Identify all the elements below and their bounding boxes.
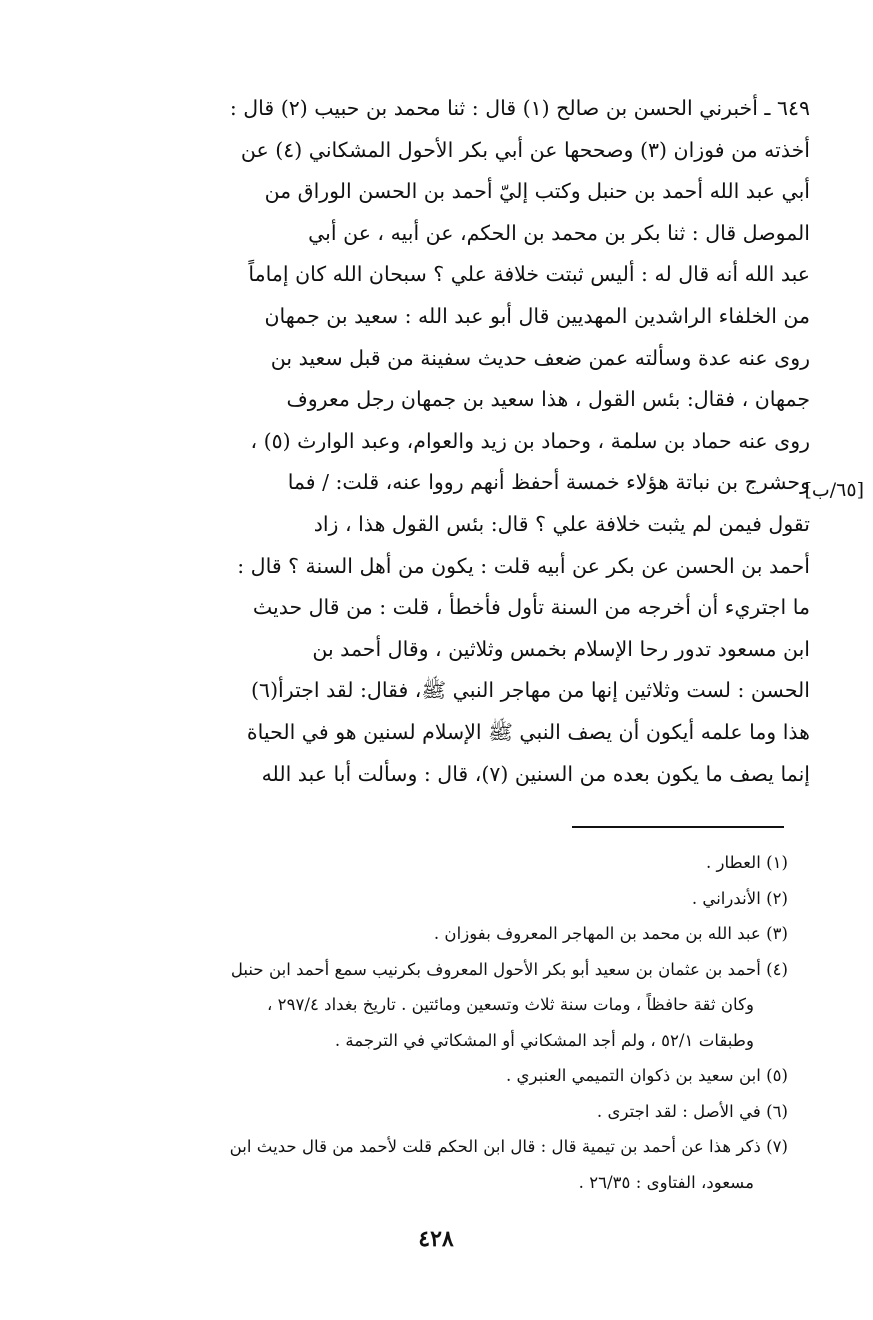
footnote-line: (٤) أحمد بن عثمان بن سعيد أبو بكر الأحول المعروف بكرنيب سمع أحمد ابن حنبل	[230, 959, 788, 979]
text-line: أخذته من فوزان (٣) وصححها عن أبي بكر الأحول المشكاني (٤) عن	[240, 137, 810, 162]
text-line: عبد الله أنه قال له : أليس ثبتت خلافة علي ؟ سبحان الله كان إماماً	[248, 262, 810, 287]
footnote-item	[98, 845, 788, 881]
text-line: هذا وما علمه أيكون أن يصف النبي ﷺ الإسلام لسنين هو في الحياة	[246, 719, 810, 744]
text-line: ٦٤٩ ـ أخبرني الحسن بن صالح (١) قال : ثنا محمد بن حبيب (٢) قال :	[229, 96, 810, 120]
text-line: الحسن : لست وثلاثين إنها من مهاجر النبي ﷺ، فقال: لقد اجترأ(٦)	[251, 678, 810, 703]
footnote-line: (٢) الأندراني .	[691, 888, 788, 908]
footnote-item	[98, 916, 788, 952]
footnote-item	[98, 1058, 788, 1094]
footnote-item	[98, 1129, 788, 1200]
footnotes-block	[98, 845, 788, 1200]
footnote-separator	[572, 826, 784, 828]
text-line: روى عنه حماد بن سلمة ، وحماد بن زيد والعوام، وعبد الوارث (٥) ،	[250, 428, 810, 453]
footnote-line: (٦) في الأصل : لقد اجترى .	[596, 1101, 788, 1121]
footnote-line: (١) العطار .	[705, 853, 788, 872]
footnote-line: (٧) ذكر هذا عن أحمد بن تيمية قال : قال ابن الحكم قلت لأحمد من قال حديث ابن	[229, 1137, 788, 1156]
text-line: ابن مسعود تدور رحا الإسلام بخمس وثلاثين ، وقال أحمد بن	[312, 636, 810, 661]
page-number: ٤٢٨	[418, 1226, 454, 1252]
footnote-line: وطبقات ٥٢/١ ، ولم أجد المشكاني أو المشكاتي في الترجمة .	[334, 1030, 754, 1050]
text-line: تقول فيمن لم يثبت خلافة علي ؟ قال: بئس القول هذا ، زاد	[313, 511, 810, 536]
main-text-block	[96, 88, 810, 795]
text-line: الموصل قال : ثنا بكر بن محمد بن الحكم، عن أبيه ، عن أبي	[308, 220, 810, 245]
text-line: أحمد بن الحسن عن بكر عن أبيه قلت : يكون من أهل السنة ؟ قال :	[237, 553, 810, 578]
text-line: إنما يصف ما يكون بعده من السنين (٧)، قال : وسألت أبا عبد الله	[261, 761, 810, 786]
text-line: أبي عبد الله أحمد بن حنبل وكتب إليّ أحمد بن الحسن الوراق من	[264, 179, 810, 204]
text-line: ما اجتريء أن أخرجه من السنة تأول فأخطأ ، قلت : من قال حديث	[252, 595, 810, 620]
footnote-item	[98, 952, 788, 1059]
footnote-line: وكان ثقة حافظاً ، ومات سنة ثلاث وتسعين ومائتين . تاريخ بغداد ٢٩٧/٤ ،	[267, 995, 754, 1014]
text-line: وحشرج بن نباتة هؤلاء خمسة أحفظ أنهم رووا عنه، قلت: / فما	[287, 470, 810, 495]
footnote-line: (٥) ابن سعيد بن ذكوان التميمي العنبري .	[505, 1066, 788, 1085]
footnote-line: (٣) عبد الله بن محمد بن المهاجر المعروف بفوزان .	[433, 924, 788, 943]
text-line: من الخلفاء الراشدين المهديين قال أبو عبد الله : سعيد بن جمهان	[264, 303, 810, 328]
footnote-item	[98, 1094, 788, 1130]
text-line: روى عنه عدة وسألته عمن ضعف حديث سفينة من قبل سعيد بن	[270, 345, 810, 370]
footnote-line: مسعود، الفتاوى : ٢٦/٣٥ .	[578, 1172, 754, 1192]
text-line: جمهان ، فقال: بئس القول ، هذا سعيد بن جمهان رجل معروف	[286, 387, 810, 412]
footnote-item	[98, 881, 788, 917]
margin-folio-note: [٦٥/ب]	[804, 479, 864, 501]
